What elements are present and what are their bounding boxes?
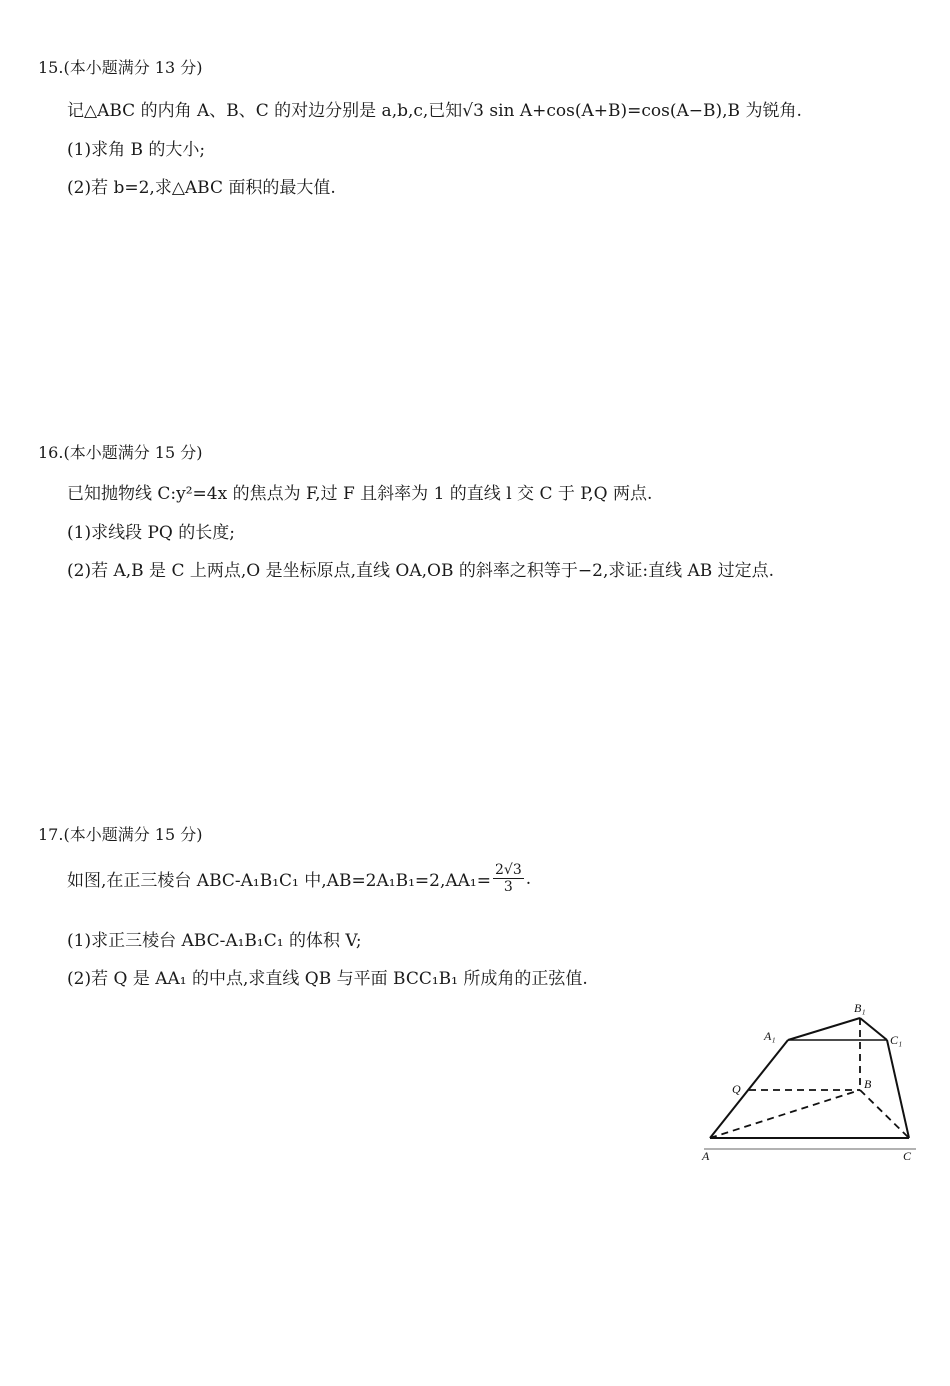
q17-frac-numerator: 2√3 — [494, 862, 522, 878]
label-C1: C₁ — [890, 1033, 903, 1047]
q15-stem: 记△ABC 的内角 A、B、C 的对边分别是 a,b,c,已知√3 sin A+cos(A+B)=cos(A−B),B 为锐角. — [67, 101, 802, 121]
q17-frac-denominator: 3 — [503, 879, 513, 895]
edge-CC1 — [887, 1040, 909, 1138]
label-C: C — [903, 1149, 912, 1163]
q16-part1: (1)求线段 PQ 的长度; — [67, 523, 235, 543]
edge-B1C1 — [860, 1018, 887, 1040]
q16-part2: (2)若 A,B 是 C 上两点,O 是坐标原点,直线 OA,OB 的斜率之积等于−2,求证:直线 AB 过定点. — [67, 561, 775, 581]
q17-stem-suffix: . — [525, 868, 532, 889]
q17-fraction — [493, 862, 524, 895]
q17-part2: (2)若 Q 是 AA₁ 的中点,求直线 QB 与平面 BCC₁B₁ 所成角的正弦值. — [67, 969, 588, 989]
q16-header: 16.(本小题满分 15 分) — [38, 443, 203, 462]
q15-part1: (1)求角 B 的大小; — [67, 140, 206, 160]
q17-part1: (1)求正三棱台 ABC-A₁B₁C₁ 的体积 V; — [67, 931, 362, 951]
edge-BC — [860, 1090, 909, 1138]
label-A1: A₁ — [764, 1029, 776, 1043]
q16-stem: 已知抛物线 C:y²=4x 的焦点为 F,过 F 且斜率为 1 的直线 l 交 C 于 P,Q 两点. — [67, 484, 653, 504]
q17-header: 17.(本小题满分 15 分) — [38, 825, 203, 844]
edge-AA1 — [710, 1040, 788, 1138]
q17-stem-prefix: 如图,在正三棱台 ABC-A₁B₁C₁ 中,AB=2A₁B₁=2,AA₁= — [67, 871, 491, 891]
label-B1: B₁ — [854, 1001, 866, 1015]
edge-A1B1 — [788, 1018, 860, 1040]
edge-AB — [710, 1090, 860, 1138]
label-B: B — [864, 1077, 872, 1091]
q15-part2: (2)若 b=2,求△ABC 面积的最大值. — [67, 178, 336, 198]
label-Q: Q — [732, 1082, 741, 1096]
label-A: A — [702, 1149, 710, 1163]
q17-stem — [67, 862, 531, 895]
frustum-diagram — [700, 998, 922, 1163]
q15-header: 15.(本小题满分 13 分) — [38, 58, 203, 77]
